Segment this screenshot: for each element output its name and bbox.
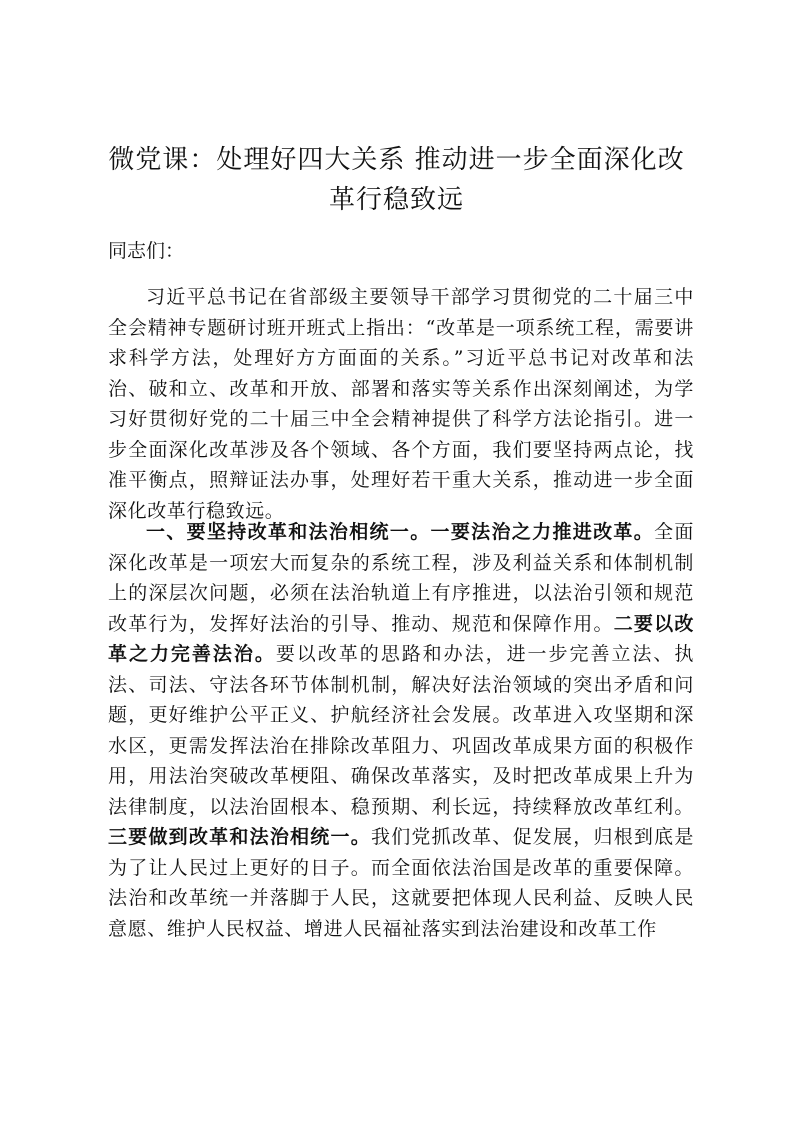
point-1-lead: 一要法治之力推进改革。 [430,521,655,543]
salutation: 同志们： [108,240,185,262]
point-3-text: 我们党抓改革、促发展，归根到底是为了让人民过上更好的日子。而全面依法治国是改革的重要保障。法治和改革统一并落脚于人民，这就要把体现人民利益、反映人民意愿、维护人民权益、增进人民福祉落实到法治建设和改革工作 [108,826,694,940]
section-1-heading: 一、要坚持改革和法治相统一。 [146,521,431,543]
document-title: 微党课：处理好四大关系 推动进一步全面深化改革行稳致远 [108,145,685,215]
section-1-paragraph [108,517,694,944]
point-2-text: 要以改革的思路和办法，进一步完善立法、执法、司法、守法各环节体制机制，解决好法治领域的突出矛盾和问题，更好维护公平正义、护航经济社会发展。改革进入攻坚期和深水区，更需发挥法治在排除改革阻力、巩固改革成果方面的积极作用，用法治突破改革梗阻、确保改革落实，及时把改革成果上升为法律制度，以法治固根本、稳预期、利长远，持续释放改革红利。 [108,643,694,818]
point-2-lead: 二要以改革之力完善法治。 [108,612,694,665]
intro-paragraph: 习近平总书记在省部级主要领导干部学习贯彻党的二十届三中全会精神专题研讨班开班式上指出：“改革是一项系统工程，需要讲求科学方法，处理好方方面面的关系。”习近平总书记对改革和法治、破和立、改革和开放、部署和落实等关系作出深刻阐述，为学习好贯彻好党的二十届三中全会精神提供了科学方法论指引。进一步全面深化改革涉及各个领域、各个方面，我们要坚持两点论，找准平衡点，照辩证法办事，处理好若干重大关系，推动进一步全面深化改革行稳致远。 [108,286,694,522]
point-1-text: 全面深化改革是一项宏大而复杂的系统工程，涉及利益关系和体制机制上的深层次问题，必须在法治轨道上有序推进，以法治引领和规范改革行为，发挥好法治的引导、推动、规范和保障作用。 [108,521,694,635]
point-3-lead: 三要做到改革和法治相统一。 [108,826,371,848]
